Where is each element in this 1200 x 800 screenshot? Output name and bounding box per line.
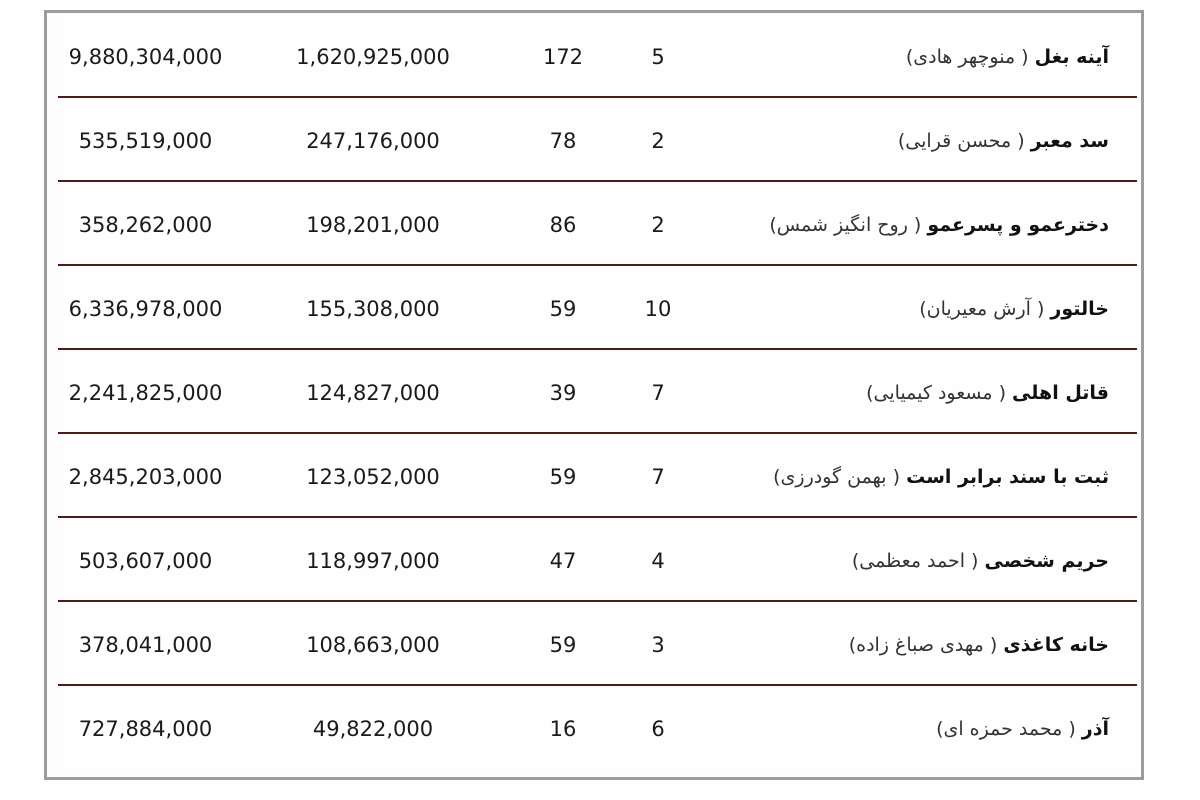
cinemas-cell: 16: [549, 717, 577, 741]
director-name: ( روح انگیز شمس): [769, 214, 922, 236]
weeks-cell: 7: [651, 465, 665, 489]
total-sale-cell: 727,884,000: [78, 717, 213, 741]
box-office-table-frame: [44, 10, 1144, 780]
film-title-cell: [689, 602, 1109, 684]
table-row: [58, 350, 1137, 434]
director-name: ( محمد حمزه ای): [936, 718, 1076, 740]
weeks-cell: 6: [651, 717, 665, 741]
director-name: ( بهمن گودرزی): [773, 466, 901, 488]
cinemas-cell: 59: [549, 465, 577, 489]
weeks-cell: 3: [651, 633, 665, 657]
director-name: ( مسعود کیمیایی): [866, 382, 1006, 404]
week-sale-cell: 49,822,000: [312, 717, 434, 741]
table-row: [58, 266, 1137, 350]
weeks-cell: 7: [651, 381, 665, 405]
film-name: آینه بغل: [1034, 46, 1109, 68]
director-name: ( محسن قرایی): [897, 130, 1025, 152]
table-row: [58, 602, 1137, 686]
total-sale-cell: 2,845,203,000: [68, 465, 223, 489]
film-name: حریم شخصی: [984, 550, 1109, 572]
film-title-cell: [689, 14, 1109, 96]
weeks-cell: 2: [651, 213, 665, 237]
film-name: قاتل اهلی: [1012, 382, 1109, 404]
cinemas-cell: 86: [549, 213, 577, 237]
table-row: [58, 686, 1137, 768]
total-sale-cell: 6,336,978,000: [68, 297, 223, 321]
week-sale-cell: 155,308,000: [306, 297, 440, 321]
film-title-cell: [689, 182, 1109, 264]
total-sale-cell: 9,880,304,000: [68, 45, 223, 69]
table-row: [58, 98, 1137, 182]
film-name: سد معبر: [1030, 130, 1109, 152]
total-sale-cell: 535,519,000: [78, 129, 213, 153]
film-title-cell: [689, 98, 1109, 180]
total-sale-cell: 358,262,000: [78, 213, 213, 237]
weeks-cell: 5: [651, 45, 665, 69]
film-title-cell: [689, 266, 1109, 348]
week-sale-cell: 1,620,925,000: [296, 45, 450, 69]
film-title-cell: [689, 686, 1109, 768]
week-sale-cell: 247,176,000: [306, 129, 440, 153]
total-sale-cell: 503,607,000: [78, 549, 213, 573]
week-sale-cell: 108,663,000: [306, 633, 440, 657]
cinemas-cell: 172: [542, 45, 584, 69]
week-sale-cell: 123,052,000: [306, 465, 440, 489]
week-sale-cell: 198,201,000: [306, 213, 440, 237]
weeks-cell: 10: [644, 297, 672, 321]
total-sale-cell: 378,041,000: [78, 633, 213, 657]
weeks-cell: 4: [651, 549, 665, 573]
film-name: آذر: [1081, 718, 1109, 740]
film-name: ثبت با سند برابر است: [906, 466, 1109, 488]
director-name: ( احمد معظمی): [851, 550, 979, 572]
director-name: ( منوچهر هادی): [905, 46, 1029, 68]
weeks-cell: 2: [651, 129, 665, 153]
table-row: [58, 182, 1137, 266]
week-sale-cell: 118,997,000: [306, 549, 440, 573]
table-row: [58, 434, 1137, 518]
film-name: خانه کاغذی: [1003, 634, 1109, 656]
director-name: ( مهدی صباغ زاده): [848, 634, 998, 656]
cinemas-cell: 59: [549, 633, 577, 657]
film-title-cell: [689, 350, 1109, 432]
week-sale-cell: 124,827,000: [306, 381, 440, 405]
film-name: دخترعمو و پسرعمو: [927, 214, 1109, 236]
box-office-table: [58, 14, 1137, 768]
film-title-cell: [689, 518, 1109, 600]
table-row: [58, 518, 1137, 602]
cinemas-cell: 78: [549, 129, 577, 153]
film-title-cell: [689, 434, 1109, 516]
film-name: خالتور: [1050, 298, 1109, 320]
table-row: [58, 14, 1137, 98]
cinemas-cell: 59: [549, 297, 577, 321]
cinemas-cell: 39: [549, 381, 577, 405]
director-name: ( آرش معیریان): [919, 298, 1045, 320]
total-sale-cell: 2,241,825,000: [68, 381, 223, 405]
cinemas-cell: 47: [549, 549, 577, 573]
